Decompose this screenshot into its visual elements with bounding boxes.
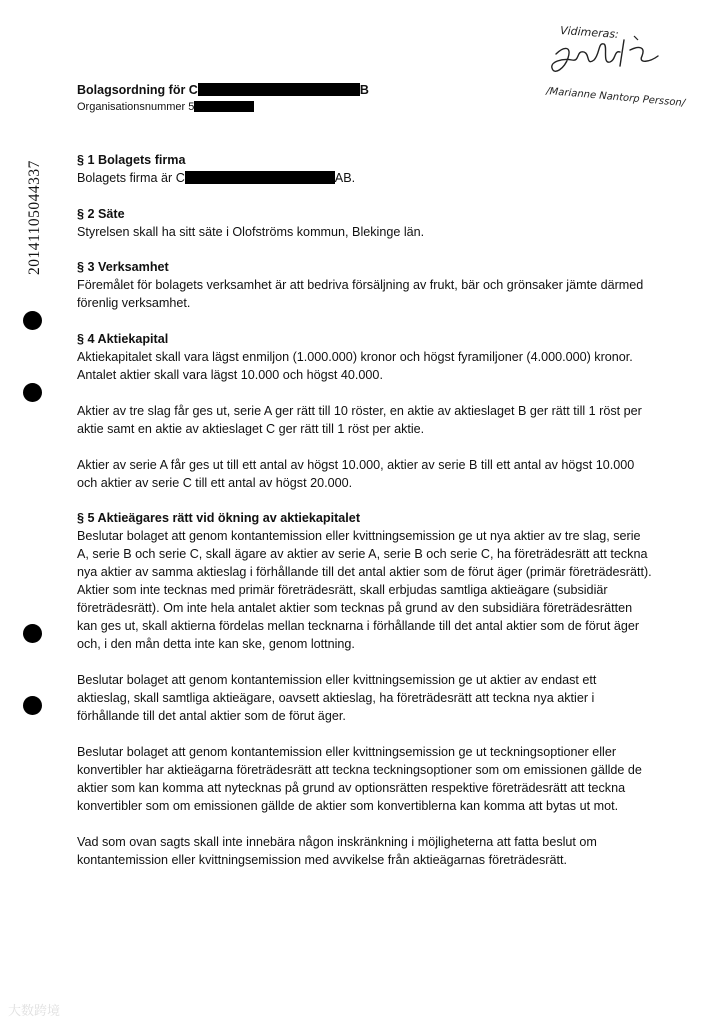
organisation-number bbox=[77, 101, 254, 113]
section-paragraph: Beslutar bolaget att genom kontantemission eller kvittningsemission ge ut aktier av endast ett aktieslag, skall samtliga aktieägare, oavsett aktieslag, ha företrädesrätt att teckna nya aktier i förhållande till det antal aktier som de förut äger. bbox=[77, 673, 597, 723]
punch-hole bbox=[23, 624, 42, 643]
redaction-bar bbox=[194, 101, 254, 112]
section-paragraph: Föremålet för bolagets verksamhet är att bedriva försäljning av frukt, bär och grönsaker jämte därmed förenlig verksamhet. bbox=[77, 278, 644, 310]
redaction-bar bbox=[185, 171, 335, 184]
title-prefix: Bolagsordning för C bbox=[77, 83, 198, 97]
punch-hole bbox=[23, 696, 42, 715]
signature-name: /Marianne Nantorp Persson/ bbox=[545, 85, 686, 110]
section-paragraph: Styrelsen skall ha sitt säte i Olofströms kommun, Blekinge län. bbox=[77, 225, 425, 239]
section-paragraph: Vad som ovan sagts skall inte innebära någon inskränkning i möjligheterna att fatta beslut om kontantemission eller kvittningsemission med avvikelse från aktieägarnas företrädesrätt. bbox=[77, 835, 597, 867]
section-heading: § 2 Säte bbox=[77, 207, 125, 221]
section-2 bbox=[77, 205, 652, 241]
signature-label: Vidimeras: bbox=[559, 23, 620, 42]
section-paragraph: Aktier av serie A får ges ut till ett antal av högst 10.000, aktier av serie B till ett antal av högst 10.000 och aktier av serie C till ett antal av högst 20.000. bbox=[77, 458, 635, 490]
firma-suffix: AB. bbox=[334, 171, 356, 185]
side-registration-number: 20141105044337 bbox=[26, 160, 43, 275]
watermark-text: 大数跨境 bbox=[8, 1003, 61, 1018]
section-paragraph: Aktiekapitalet skall vara lägst enmiljon (1.000.000) kronor och högst fyramiljoner (4.000.000) kronor. Antalet aktier skall vara lägst 10.000 och högst 40.000. bbox=[77, 350, 633, 382]
document-title bbox=[77, 83, 369, 97]
section-3 bbox=[77, 258, 652, 312]
section-1 bbox=[77, 151, 652, 187]
punch-hole bbox=[23, 311, 42, 330]
firma-prefix: Bolagets firma är C bbox=[77, 171, 185, 185]
section-paragraph: Beslutar bolaget att genom kontantemission eller kvittningsemission ge ut teckningsoptioner eller konvertibler har aktieägarna företrädesrätt att teckna teckningsoptioner som om emissionen gällde de aktier som kan komma att nytecknas på grund av optionsrätten respektive företrädesrätt att teckna konvertibler som om emissionen gällde de aktier som konvertiblerna kan komma att bytas ut mot. bbox=[77, 745, 642, 813]
handwritten-signature bbox=[538, 32, 688, 88]
section-heading: § 4 Aktiekapital bbox=[77, 332, 169, 346]
title-suffix: B bbox=[359, 83, 369, 97]
section-5 bbox=[77, 509, 652, 869]
section-paragraph: Beslutar bolaget att genom kontantemission eller kvittningsemission ge ut nya aktier av tre slag, serie A, serie B och serie C, skall ägare av aktier av serie A, serie B och serie C, ha företrädesrätt att teckna nya aktier av samma aktieslag i förhållande till det antal aktier som de förut äger (primär företrädesrätt). Aktier som inte tecknas med primär företrädesrätt, skall erbjudas samtliga aktieägare (subsidiär företrädesrätt). Om inte hela antalet aktier som tecknas på grund av den subsidiära företrädesrätten kan ges ut, skall aktierna fördelas mellan tecknarna i förhållande till det antal aktier som de förut äger och, i den mån detta inte kan ske, genom lottning. bbox=[77, 529, 652, 651]
section-paragraph: Aktier av tre slag får ges ut, serie A ger rätt till 10 röster, en aktie av aktieslaget B ger rätt till 1 röst per aktie samt en aktie av aktieslaget C ger rätt till 1 röst per aktie. bbox=[77, 404, 642, 436]
org-number-prefix: Organisationsnummer 5 bbox=[77, 101, 195, 113]
punch-hole bbox=[23, 383, 42, 402]
section-paragraph bbox=[77, 169, 652, 187]
section-heading: § 5 Aktieägares rätt vid ökning av aktiekapitalet bbox=[77, 511, 361, 525]
section-heading: § 1 Bolagets firma bbox=[77, 153, 186, 167]
section-4 bbox=[77, 330, 652, 492]
redaction-bar bbox=[198, 83, 360, 96]
section-heading: § 3 Verksamhet bbox=[77, 260, 169, 274]
